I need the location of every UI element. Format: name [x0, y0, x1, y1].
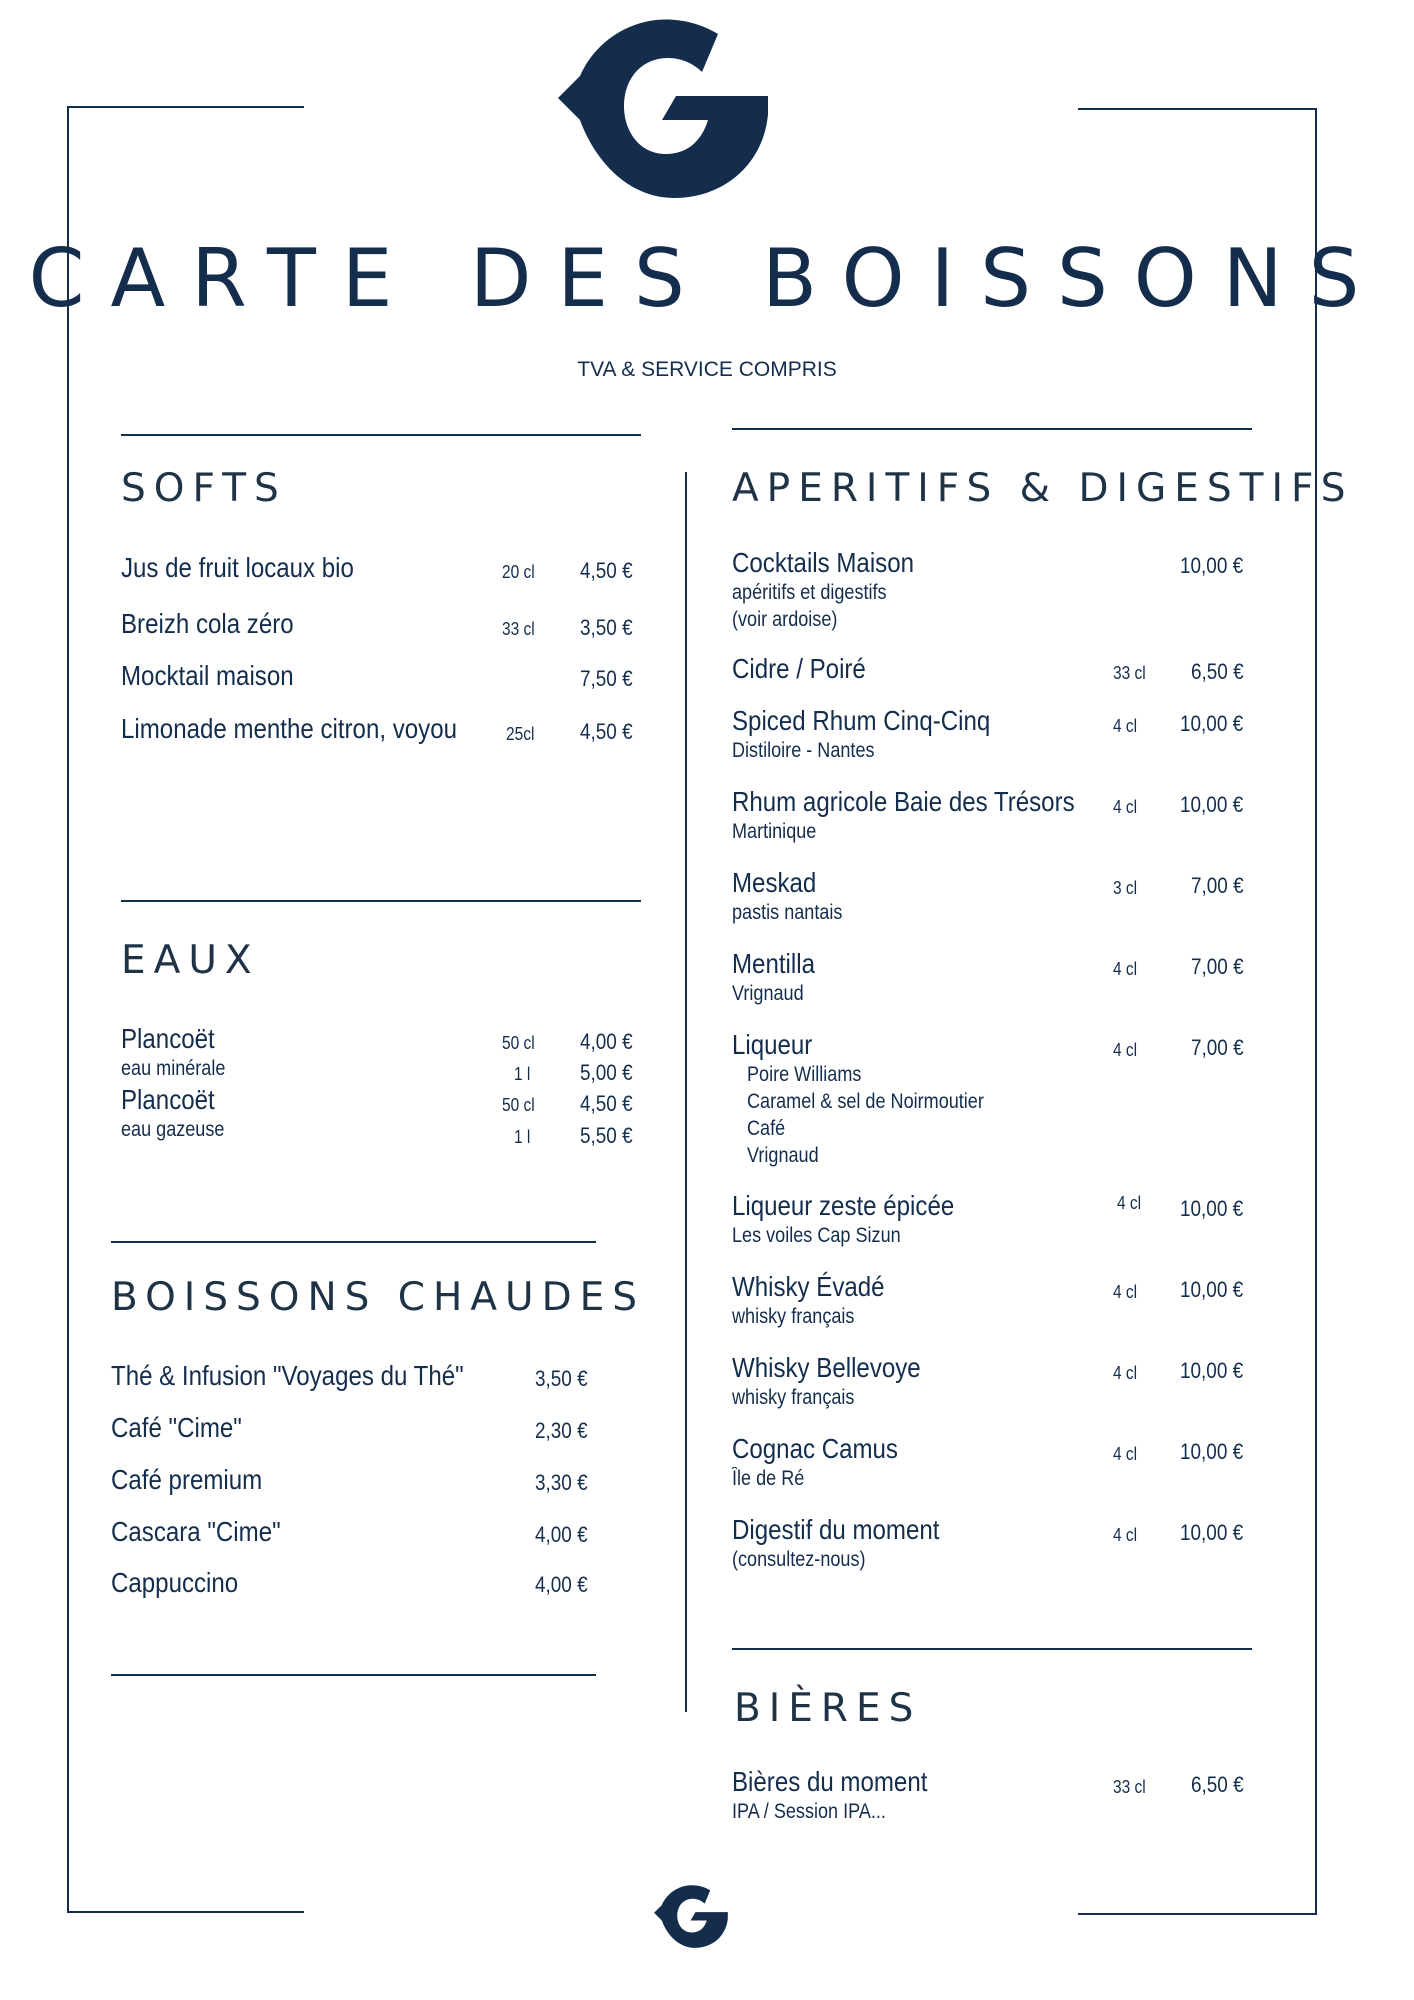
item-subtitle: whisky français	[732, 1305, 855, 1328]
item-name: Plancoët	[121, 1084, 215, 1115]
list-item	[121, 1023, 242, 1082]
item-price: 10,00 €	[1180, 553, 1244, 578]
list-item	[121, 608, 322, 640]
item-price: 4,00 €	[535, 1522, 588, 1547]
list-item	[121, 552, 392, 584]
item-price: 10,00 €	[1180, 792, 1244, 817]
item-qty: 4 cl	[1113, 716, 1138, 736]
item-name: Mentilla	[732, 948, 815, 979]
list-item	[732, 653, 888, 685]
item-subtitle: (voir ardoise)	[732, 608, 838, 631]
item-subtitle: Les voiles Cap Sizun	[732, 1224, 901, 1247]
softs-top-rule	[121, 434, 641, 436]
aperitifs-title: APERITIFS & DIGESTIFS	[732, 466, 1354, 511]
item-name: Thé & Infusion "Voyages du Thé"	[111, 1360, 464, 1391]
item-name: Meskad	[732, 867, 817, 898]
aperitifs-top-rule	[732, 428, 1252, 430]
item-subtitle: Martinique	[732, 820, 817, 843]
item-price: 10,00 €	[1180, 1520, 1244, 1545]
list-item	[732, 1352, 951, 1411]
item-subtitle: Café	[747, 1117, 786, 1140]
item-qty: 4 cl	[1117, 1193, 1142, 1213]
page-title: CARTE DES BOISSONS	[28, 232, 1386, 325]
item-qty: 4 cl	[1113, 1525, 1138, 1545]
item-price: 7,50 €	[580, 666, 633, 691]
softs-title: SOFTS	[121, 466, 287, 511]
eaux-title: EAUX	[121, 938, 260, 983]
item-name: Café "Cime"	[111, 1412, 242, 1443]
item-subtitle: whisky français	[732, 1386, 855, 1409]
item-subtitle: eau gazeuse	[121, 1118, 225, 1141]
item-subtitle: Vrignaud	[732, 982, 804, 1005]
item-name: Liqueur zeste épicée	[732, 1190, 955, 1221]
list-item	[732, 1433, 925, 1492]
list-item	[732, 1514, 973, 1573]
list-item	[732, 547, 944, 633]
item-price: 3,30 €	[535, 1470, 588, 1495]
bieres-top-rule	[732, 1648, 1252, 1650]
item-qty: 1 l	[514, 1064, 531, 1084]
item-price: 5,50 €	[580, 1123, 633, 1148]
item-qty: 4 cl	[1113, 1363, 1138, 1383]
item-subtitle: IPA / Session IPA...	[732, 1800, 886, 1823]
item-subtitle: apéritifs et digestifs	[732, 581, 887, 604]
item-price: 6,50 €	[1191, 1772, 1244, 1797]
column-divider	[685, 472, 687, 1712]
list-item	[111, 1464, 287, 1496]
item-qty: 20 cl	[502, 562, 535, 582]
item-name: Cognac Camus	[732, 1433, 898, 1464]
item-price: 3,50 €	[580, 615, 633, 640]
item-price: 4,50 €	[580, 558, 633, 583]
list-item	[732, 705, 1032, 764]
item-price: 10,00 €	[1180, 711, 1244, 736]
chaudes-title: BOISSONS CHAUDES	[111, 1275, 646, 1320]
item-price: 4,00 €	[580, 1029, 633, 1054]
item-name: Cidre / Poiré	[732, 653, 866, 684]
frame-bottom-right	[1078, 1913, 1317, 1915]
item-name: Liqueur	[732, 1029, 813, 1060]
item-price: 4,00 €	[535, 1572, 588, 1597]
item-price: 10,00 €	[1180, 1196, 1244, 1221]
list-item	[732, 867, 860, 926]
list-item	[121, 1084, 241, 1143]
item-price: 10,00 €	[1180, 1358, 1244, 1383]
list-item	[111, 1360, 521, 1392]
item-subtitle: Caramel & sel de Noirmoutier	[747, 1090, 984, 1113]
item-qty: 33 cl	[1113, 663, 1146, 683]
brand-logo	[558, 16, 774, 204]
item-price: 10,00 €	[1180, 1277, 1244, 1302]
list-item	[732, 1271, 909, 1330]
item-name: Jus de fruit locaux bio	[121, 552, 354, 583]
frame-top-right	[1078, 108, 1317, 110]
item-subtitle: pastis nantais	[732, 901, 843, 924]
list-item	[121, 713, 512, 745]
list-item	[732, 948, 828, 1007]
item-name: Limonade menthe citron, voyou	[121, 713, 457, 744]
list-item	[121, 660, 322, 692]
page-subtitle: TVA & SERVICE COMPRIS	[577, 358, 837, 381]
item-qty: 50 cl	[502, 1095, 535, 1115]
item-qty: 33 cl	[1113, 1777, 1146, 1797]
item-price: 2,30 €	[535, 1418, 588, 1443]
item-subtitle: Poire Williams	[747, 1063, 862, 1086]
list-item	[111, 1412, 263, 1444]
item-qty: 50 cl	[502, 1033, 535, 1053]
item-name: Rhum agricole Baie des Trésors	[732, 786, 1075, 817]
list-item	[732, 1029, 1022, 1169]
item-price: 7,00 €	[1191, 1035, 1244, 1060]
item-price: 7,00 €	[1191, 873, 1244, 898]
item-qty: 4 cl	[1113, 1282, 1138, 1302]
bieres-title: BIÈRES	[734, 1686, 922, 1731]
list-item	[732, 1190, 990, 1249]
item-subtitle: (consultez-nous)	[732, 1548, 866, 1571]
item-price: 6,50 €	[1191, 659, 1244, 684]
item-name: Cascara "Cime"	[111, 1516, 281, 1547]
item-name: Bières du moment	[732, 1766, 928, 1797]
item-price: 7,00 €	[1191, 954, 1244, 979]
frame-bottom-left	[67, 1911, 304, 1913]
item-qty: 4 cl	[1113, 1444, 1138, 1464]
chaudes-top-rule	[111, 1241, 596, 1243]
item-qty: 4 cl	[1113, 797, 1138, 817]
item-qty: 4 cl	[1113, 959, 1138, 979]
item-price: 10,00 €	[1180, 1439, 1244, 1464]
item-qty: 1 l	[514, 1127, 531, 1147]
item-name: Mocktail maison	[121, 660, 294, 691]
item-price: 5,00 €	[580, 1060, 633, 1085]
list-item	[732, 1766, 959, 1825]
item-price: 4,50 €	[580, 719, 633, 744]
item-qty: 4 cl	[1113, 1040, 1138, 1060]
item-subtitle: Vrignaud	[747, 1144, 819, 1167]
list-item	[732, 786, 1130, 845]
item-name: Café premium	[111, 1464, 263, 1495]
frame-top-left	[67, 106, 304, 108]
item-qty: 3 cl	[1113, 878, 1138, 898]
item-name: Digestif du moment	[732, 1514, 940, 1545]
item-qty: 25cl	[506, 724, 535, 744]
item-name: Whisky Bellevoye	[732, 1352, 921, 1383]
list-item	[111, 1567, 259, 1599]
item-name: Spiced Rhum Cinq-Cinq	[732, 705, 991, 736]
chaudes-bottom-rule	[111, 1674, 596, 1676]
item-name: Cappuccino	[111, 1567, 239, 1598]
item-price: 4,50 €	[580, 1091, 633, 1116]
list-item	[111, 1516, 308, 1548]
item-name: Breizh cola zéro	[121, 608, 294, 639]
item-qty: 33 cl	[502, 619, 535, 639]
item-subtitle: eau minérale	[121, 1057, 226, 1080]
item-name: Whisky Évadé	[732, 1271, 885, 1302]
eaux-top-rule	[121, 900, 641, 902]
item-name: Cocktails Maison	[732, 547, 915, 578]
item-name: Plancoët	[121, 1023, 215, 1054]
item-subtitle: Distiloire - Nantes	[732, 739, 875, 762]
item-price: 3,50 €	[535, 1366, 588, 1391]
item-subtitle: Île de Ré	[732, 1467, 805, 1490]
brand-logo-small	[654, 1884, 730, 1950]
